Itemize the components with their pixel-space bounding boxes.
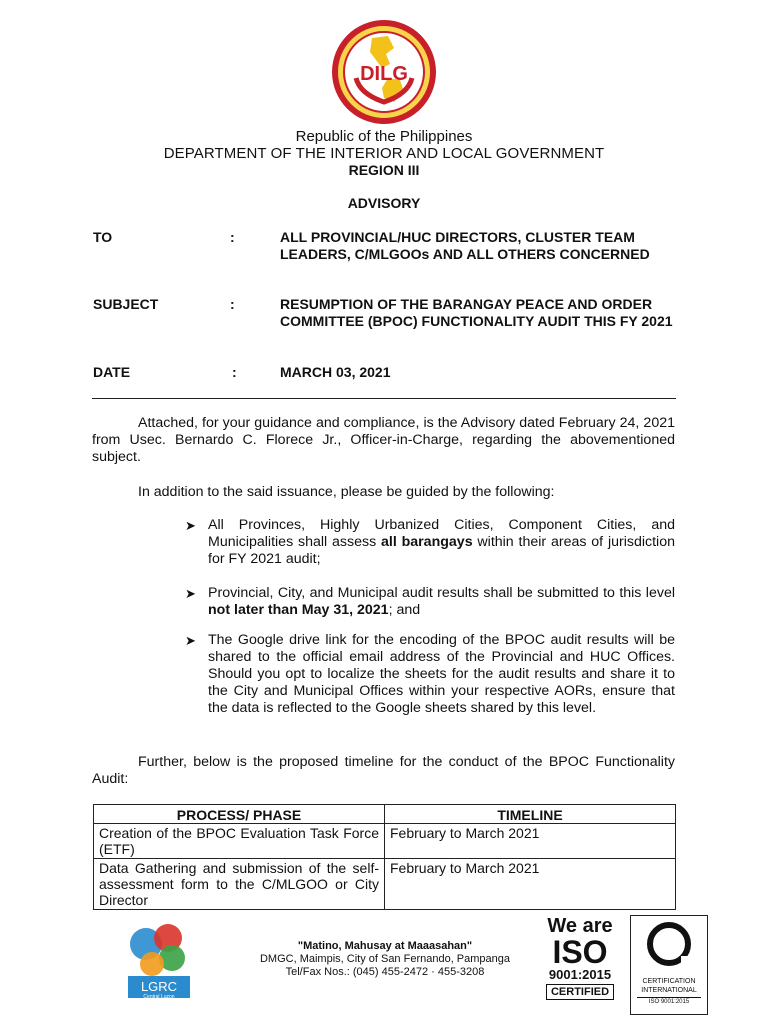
document-type: ADVISORY bbox=[347, 195, 421, 211]
dilg-seal-logo bbox=[330, 18, 438, 126]
table-header-process: PROCESS/ PHASE bbox=[94, 805, 385, 824]
table-header-row bbox=[94, 805, 676, 824]
iso-we-are: We are bbox=[547, 915, 613, 937]
bullet-arrow-icon: ➤ bbox=[185, 518, 196, 533]
table-cell-process: Creation of the BPOC Evaluation Task Force (ETF) bbox=[94, 824, 385, 859]
bullet-3: The Google drive link for the encoding of the BPOC audit results will be shared to the official email address of the Provincial and HUC Offices. Should you opt to localize the sheets for the audit results and share it to the City and Municipal Offices within your respective AORs, ensure that the data is reflected to the Google sheets shared by this level. bbox=[208, 632, 675, 716]
footer-motto: "Matino, Mahusay at Maaasahan" bbox=[297, 940, 473, 952]
bullet-arrow-icon: ➤ bbox=[185, 586, 196, 601]
republic-line: Republic of the Philippines bbox=[295, 128, 473, 145]
table-cell-process: Data Gathering and submission of the self-assessment form to the C/MLGOO or City Director bbox=[94, 859, 385, 910]
subject-value: RESUMPTION OF THE BARANGAY PEACE AND ORDER COMMITTEE (BPOC) FUNCTIONALITY AUDIT THIS FY 2021 bbox=[280, 296, 673, 329]
bullet-2: Provincial, City, and Municipal audit results shall be submitted to this level not later than May 31, 2021; and bbox=[208, 585, 675, 618]
cert-line-3: ISO 9001:2015 bbox=[637, 997, 701, 1007]
header-divider bbox=[92, 398, 676, 399]
iso-certified-badge bbox=[540, 915, 620, 1010]
table-row bbox=[94, 859, 676, 910]
lgrc-logo bbox=[124, 918, 194, 1002]
certification-international-badge bbox=[630, 915, 708, 1015]
date-value: MARCH 03, 2021 bbox=[280, 364, 391, 380]
table-header-timeline: TIMELINE bbox=[385, 805, 676, 824]
cert-line-1: CERTIFICATION bbox=[642, 978, 696, 985]
subject-colon: : bbox=[230, 296, 235, 312]
region-line: REGION III bbox=[348, 162, 420, 178]
cert-line-2: INTERNATIONAL bbox=[641, 987, 697, 994]
paragraph-2: In addition to the said issuance, please be guided by the following: bbox=[138, 484, 555, 500]
paragraph-3: Further, below is the proposed timeline for the conduct of the BPOC Functionality Audit: bbox=[92, 754, 675, 787]
to-value: ALL PROVINCIAL/HUC DIRECTORS, CLUSTER TEAM LEADERS, C/MLGOOs AND ALL OTHERS CONCERNED bbox=[280, 229, 650, 262]
paragraph-1: Attached, for your guidance and compliance, is the Advisory dated February 24, 2021 from Usec. Bernardo C. Florece Jr., Officer-in-Charge, regarding the abovementioned subject. bbox=[92, 415, 675, 465]
bullet-arrow-icon: ➤ bbox=[185, 633, 196, 648]
iso-certified: CERTIFIED bbox=[546, 984, 614, 1000]
lgrc-subtext: Central Luzon bbox=[143, 994, 175, 1000]
table-cell-timeline: February to March 2021 bbox=[385, 824, 676, 859]
footer-tel: Tel/Fax Nos.: (045) 455-2472 · 455-3208 bbox=[285, 966, 485, 978]
lgrc-text: LGRC bbox=[140, 979, 178, 994]
timeline-table bbox=[93, 804, 676, 910]
bullet-1: All Provinces, Highly Urbanized Cities, Component Cities, and Municipalities shall assess all barangays within their areas of jurisdiction for FY 2021 audit; bbox=[208, 517, 675, 567]
to-label: TO bbox=[93, 229, 113, 245]
seal-text: DILG bbox=[360, 63, 408, 85]
table-cell-timeline: February to March 2021 bbox=[385, 859, 676, 910]
to-colon: : bbox=[230, 229, 235, 245]
cert-ring-icon bbox=[631, 916, 707, 972]
subject-label: SUBJECT bbox=[93, 296, 159, 312]
table-row bbox=[94, 824, 676, 859]
footer-address: DMGC, Maimpis, City of San Fernando, Pampanga bbox=[259, 953, 511, 965]
date-colon: : bbox=[232, 364, 237, 380]
date-label: DATE bbox=[93, 364, 131, 380]
iso-big: ISO bbox=[552, 934, 608, 970]
department-line: DEPARTMENT OF THE INTERIOR AND LOCAL GOVERNMENT bbox=[163, 145, 605, 162]
iso-number: 9001:2015 bbox=[548, 967, 612, 982]
